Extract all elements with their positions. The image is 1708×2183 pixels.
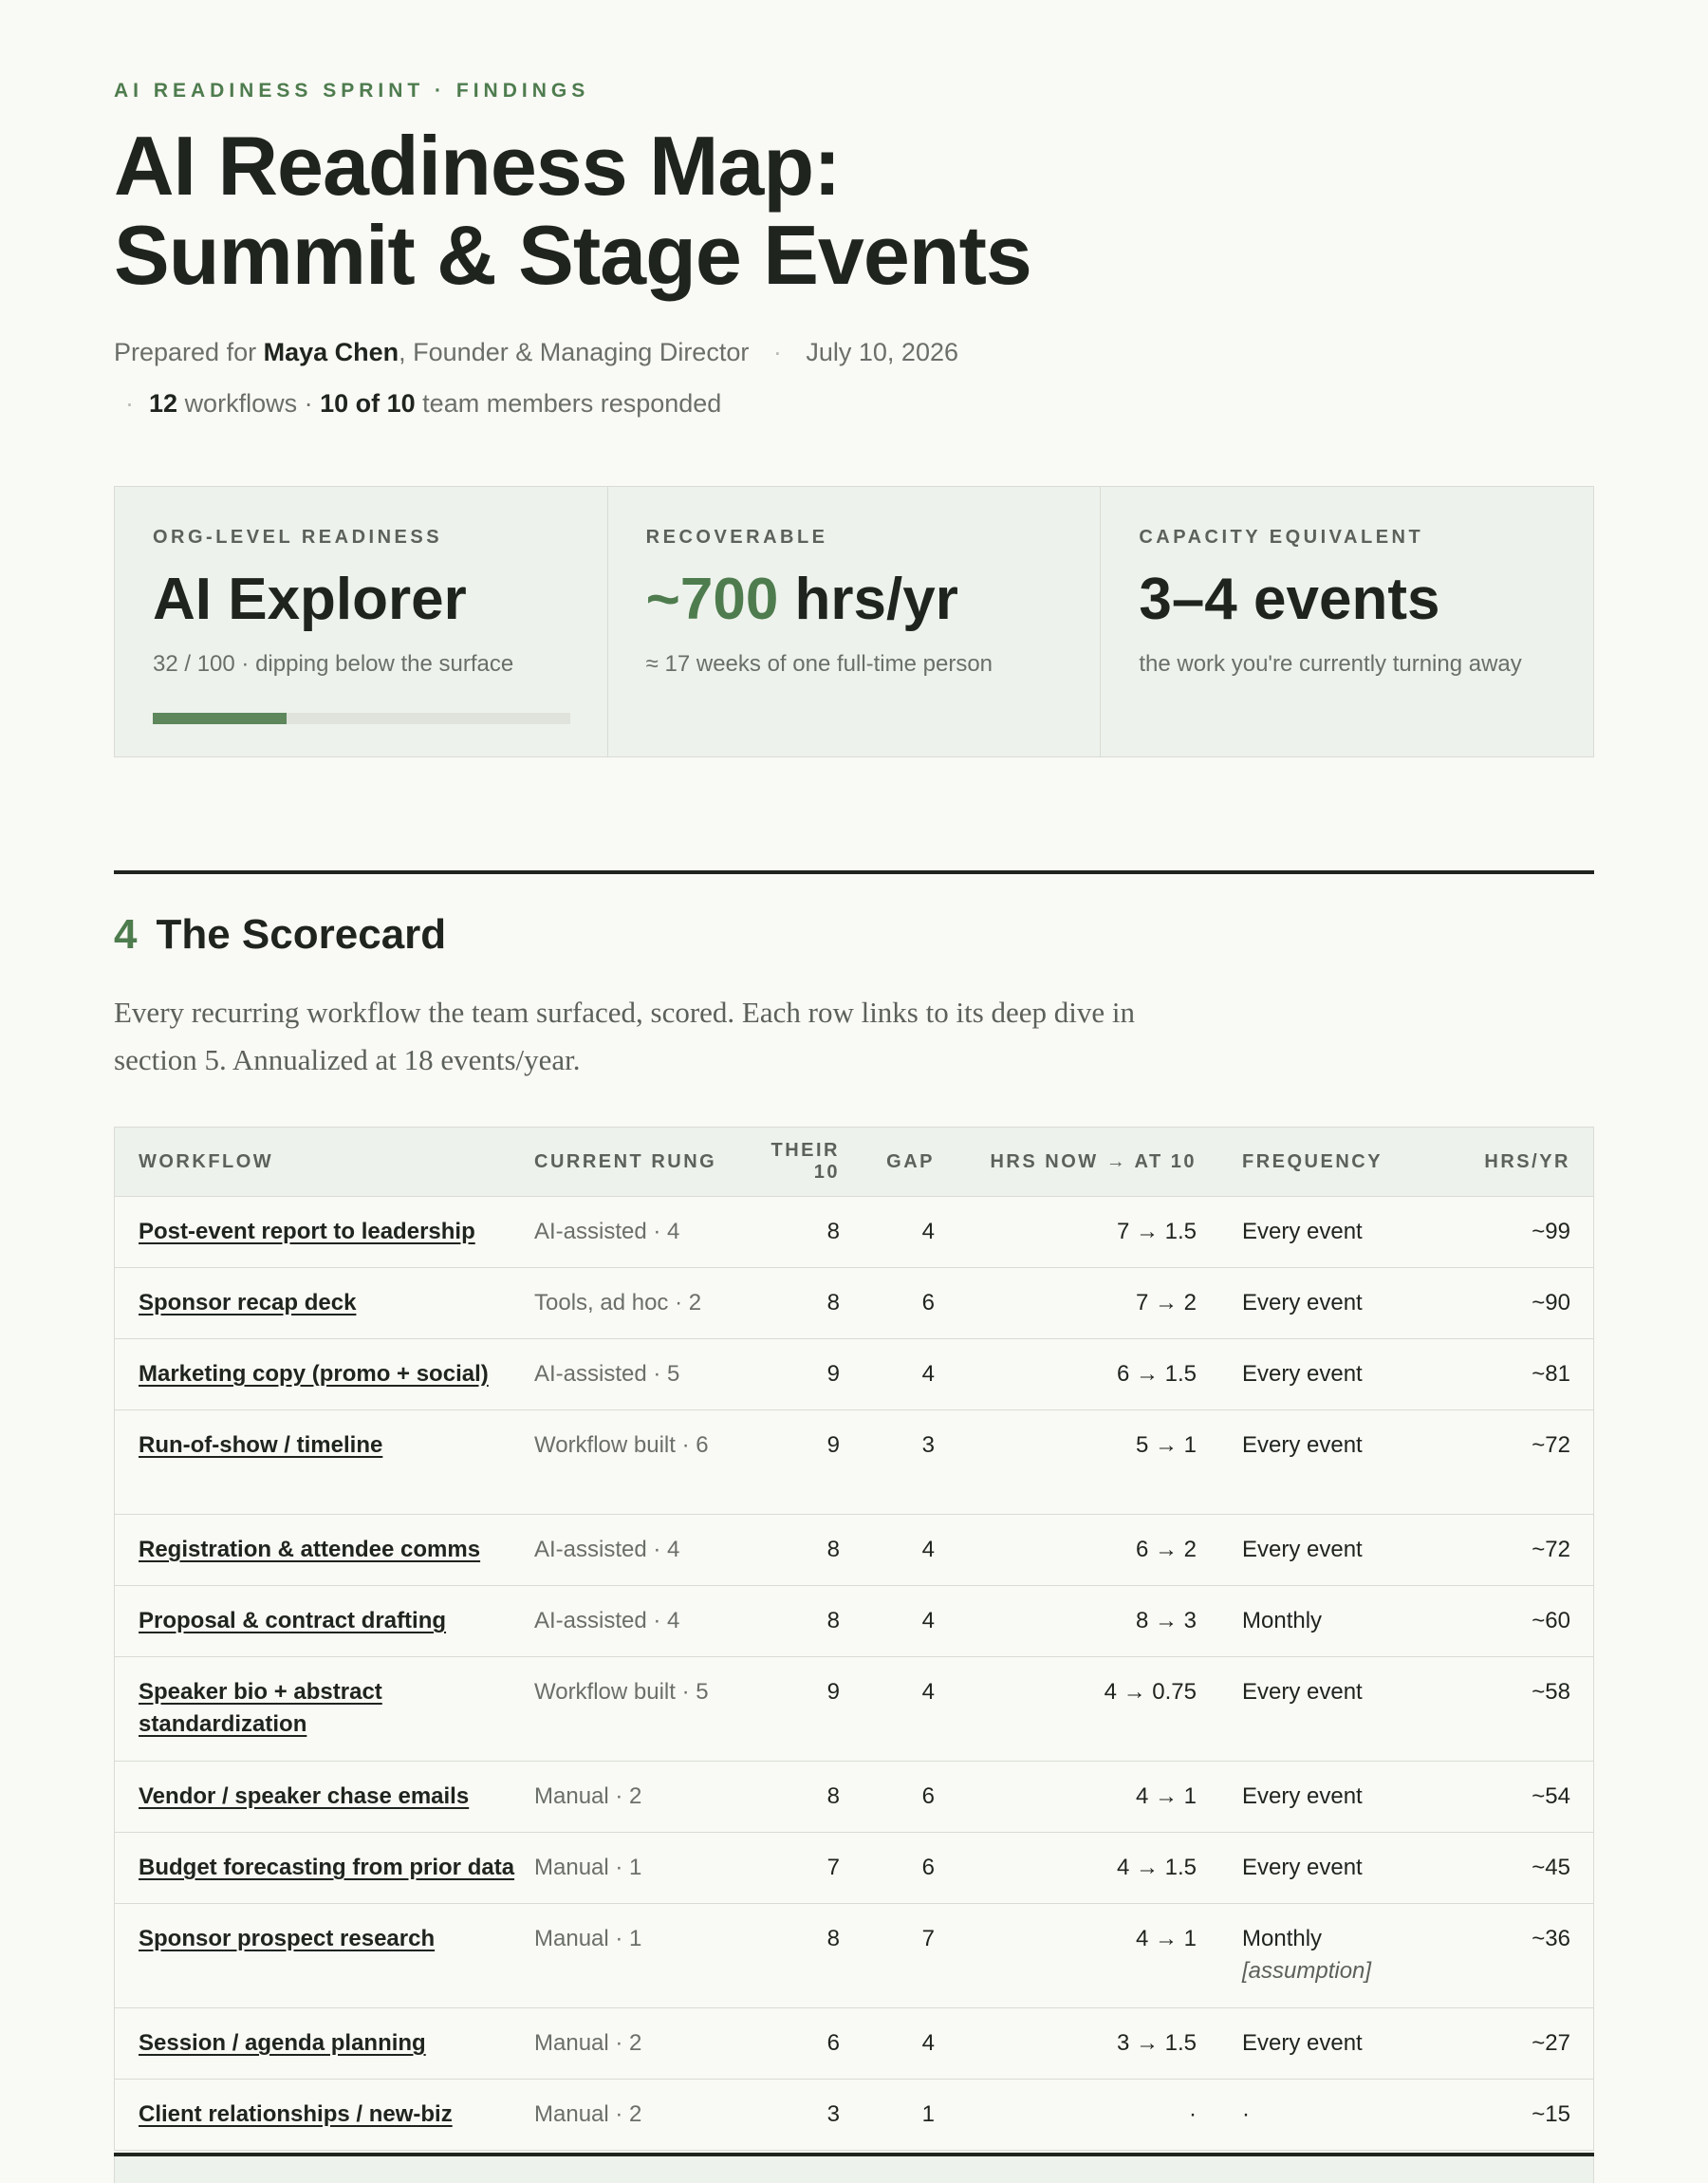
prepared-for-label: Prepared for: [114, 338, 257, 366]
kpi-label: CAPACITY EQUIVALENT: [1139, 527, 1424, 548]
their10-cell: 6: [826, 2030, 840, 2056]
frequency-value: Every event: [1242, 1361, 1363, 1387]
table-row: [115, 1586, 1593, 1657]
client-role: , Founder & Managing Director: [399, 338, 750, 366]
rung-cell: Manual · 2: [534, 2030, 642, 2056]
frequency-value: Every event: [1242, 1855, 1363, 1880]
rung-cell: Manual · 2: [534, 2101, 642, 2127]
workflow-cell: [115, 1429, 534, 1499]
hrs-yr-cell: ~99: [1532, 1219, 1570, 1244]
table-row: [115, 1410, 1593, 1515]
workflow-link[interactable]: Sponsor prospect research: [139, 1926, 436, 1951]
table-row: [115, 2080, 1593, 2151]
workflow-link[interactable]: Proposal & contract drafting: [139, 1608, 447, 1633]
hours-cell: 7 → 2: [1135, 1290, 1197, 1315]
rung-cell: Manual · 1: [534, 1926, 642, 1951]
kpi-value-accent: ~700: [645, 567, 779, 632]
frequency-value: Monthly: [1242, 1608, 1323, 1633]
workflow-cell: [115, 1676, 534, 1745]
kpi-sub: ≈ 17 weeks of one full-time person: [645, 651, 993, 677]
prepared-for: [114, 338, 958, 367]
gap-cell: 4: [921, 1537, 935, 1562]
rung-cell: AI-assisted · 4: [534, 1219, 680, 1244]
workflow-cell: [115, 1287, 534, 1323]
table-row: [115, 1515, 1593, 1586]
column-header-rung: CURRENT RUNG: [534, 1150, 717, 1172]
workflow-cell: [115, 2027, 534, 2063]
section-title: The Scorecard: [156, 911, 447, 958]
gap-cell: 4: [921, 1679, 935, 1705]
frequency-cell: [1206, 1852, 1405, 1888]
column-header-gap: GAP: [886, 1150, 935, 1172]
workflow-cell: [115, 1534, 534, 1570]
frequency-cell: [1206, 1534, 1405, 1570]
workflow-cell: [115, 1358, 534, 1394]
hrs-yr-cell: ~27: [1532, 2030, 1570, 2056]
section-heading: [114, 911, 446, 959]
table-row: [115, 2008, 1593, 2080]
response-summary: [114, 389, 721, 419]
column-header-frequency: FREQUENCY: [1242, 1150, 1383, 1172]
hrs-yr-cell: ~15: [1532, 2101, 1570, 2127]
gap-cell: 4: [921, 1608, 935, 1633]
hours-cell: 6 → 1.5: [1116, 1361, 1197, 1387]
rung-cell: AI-assisted · 4: [534, 1537, 680, 1562]
hours-cell: 7 → 1.5: [1116, 1219, 1197, 1244]
their10-cell: 8: [826, 1290, 840, 1315]
rung-cell: AI-assisted · 5: [534, 1361, 680, 1387]
frequency-cell: [1206, 1287, 1405, 1323]
kpi-value: 3–4 events: [1139, 567, 1440, 632]
column-header-hrs-yr: HRS/YR: [1484, 1150, 1570, 1172]
kpi-capacity: [1101, 487, 1593, 756]
workflow-link[interactable]: Marketing copy (promo + social): [139, 1361, 489, 1387]
table-row: [115, 1339, 1593, 1410]
frequency-cell: [1206, 1781, 1405, 1817]
table-row: [115, 1904, 1593, 2008]
table-row: [115, 1197, 1593, 1268]
frequency-cell: [1206, 1605, 1405, 1641]
gap-cell: 4: [921, 1361, 935, 1387]
table-body: [115, 1197, 1593, 2151]
workflow-cell: [115, 1605, 534, 1641]
workflow-cell: [115, 2099, 534, 2135]
gap-cell: 1: [921, 2101, 935, 2127]
table-row: [115, 1657, 1593, 1762]
hrs-yr-cell: ~45: [1532, 1855, 1570, 1880]
their10-cell: 9: [826, 1361, 840, 1387]
workflow-link[interactable]: Vendor / speaker chase emails: [139, 1783, 470, 1809]
their10-cell: 8: [826, 1537, 840, 1562]
workflow-link[interactable]: Run-of-show / timeline: [139, 1432, 383, 1458]
frequency-note: [assumption]: [1242, 1958, 1372, 1984]
their10-cell: 8: [826, 1608, 840, 1633]
kpi-sub: 32 / 100 · dipping below the surface: [153, 651, 514, 677]
section-lede: Every recurring workflow the team surfaced, scored. Each row links to its deep dive in section 5. Annualized at 18 events/year.: [114, 996, 1136, 1076]
rung-cell: Workflow built · 5: [534, 1679, 709, 1705]
workflow-cell: [115, 1923, 534, 1992]
column-header-hours: HRS NOW → AT 10: [990, 1150, 1197, 1172]
table-footer: [114, 2156, 1594, 2183]
kpi-value: [646, 566, 1063, 634]
frequency-cell: [1206, 2027, 1405, 2063]
workflow-link[interactable]: Budget forecasting from prior data: [139, 1855, 515, 1880]
frequency-value: Every event: [1242, 1679, 1363, 1705]
hours-cell: 4 → 1: [1135, 1783, 1197, 1809]
scorecard-table: [114, 1127, 1594, 2151]
gap-cell: 6: [921, 1855, 935, 1880]
gap-cell: 4: [921, 1219, 935, 1244]
hours-cell: 4 → 1: [1135, 1926, 1197, 1951]
their10-cell: 7: [826, 1855, 840, 1880]
hrs-yr-cell: ~54: [1532, 1783, 1570, 1809]
gap-cell: 6: [921, 1290, 935, 1315]
rung-cell: AI-assisted · 4: [534, 1608, 680, 1633]
title-line-1: AI Readiness Map:: [114, 119, 841, 213]
workflow-cell: [115, 1781, 534, 1817]
workflow-link[interactable]: Speaker bio + abstract standardization: [139, 1679, 382, 1737]
hours-cell: 5 → 1: [1135, 1432, 1197, 1458]
frequency-value: Every event: [1242, 1432, 1363, 1458]
workflow-link[interactable]: Client relationships / new-biz: [139, 2101, 453, 2127]
frequency-value: Every event: [1242, 1537, 1363, 1562]
rung-cell: Manual · 1: [534, 1855, 642, 1880]
hrs-yr-cell: ~81: [1532, 1361, 1570, 1387]
rung-cell: Tools, ad hoc · 2: [534, 1290, 702, 1315]
gap-cell: 7: [921, 1926, 935, 1951]
hrs-yr-cell: ~36: [1532, 1926, 1570, 1951]
hours-cell: 4 → 0.75: [1104, 1679, 1197, 1705]
frequency-cell: [1206, 1923, 1405, 1992]
frequency-value: Every event: [1242, 1290, 1363, 1315]
frequency-cell: [1206, 2099, 1405, 2135]
kpi-recoverable: [608, 487, 1102, 756]
hrs-yr-cell: ~72: [1532, 1432, 1570, 1458]
workflow-link[interactable]: Post-event report to leadership: [139, 1219, 475, 1244]
section-divider: [114, 870, 1594, 874]
frequency-cell: [1206, 1358, 1405, 1394]
separator-dot: ·: [125, 389, 134, 418]
frequency-cell: [1206, 1216, 1405, 1252]
section-number: 4: [114, 911, 138, 958]
workflows-count: 12: [149, 389, 178, 418]
kpi-label: RECOVERABLE: [645, 527, 828, 548]
table-row: [115, 1762, 1593, 1833]
workflow-link[interactable]: Sponsor recap deck: [139, 1290, 357, 1315]
separator-dot: ·: [772, 338, 782, 366]
hrs-yr-cell: ~60: [1532, 1608, 1570, 1633]
their10-cell: 8: [826, 1219, 840, 1244]
hours-cell: 8 → 3: [1135, 1608, 1197, 1633]
gap-cell: 6: [921, 1783, 935, 1809]
workflow-link[interactable]: Session / agenda planning: [139, 2030, 426, 2056]
readiness-progress-fill: [153, 713, 287, 724]
table-row: [115, 1833, 1593, 1904]
readiness-progress-bar: [153, 713, 570, 724]
kpi-sub: the work you're currently turning away: [1139, 651, 1522, 677]
kpi-value-unit: hrs/yr: [778, 567, 958, 632]
their10-cell: 8: [826, 1926, 840, 1951]
their10-cell: 9: [826, 1679, 840, 1705]
responses-count: 10 of 10: [320, 389, 416, 418]
workflow-cell: [115, 1852, 534, 1888]
hrs-yr-cell: ~72: [1532, 1537, 1570, 1562]
column-header-their10: THEIR 10: [770, 1140, 840, 1183]
workflows-label: workflows ·: [184, 389, 313, 418]
frequency-cell: [1206, 1429, 1405, 1499]
gap-cell: 4: [921, 2030, 935, 2056]
workflow-link[interactable]: Registration & attendee comms: [139, 1537, 481, 1562]
rung-cell: Manual · 2: [534, 1783, 642, 1809]
frequency-value: Every event: [1242, 1219, 1363, 1244]
frequency-value: Monthly: [1242, 1926, 1323, 1951]
their10-cell: 3: [826, 2101, 840, 2127]
table-header: [115, 1128, 1593, 1197]
their10-cell: 9: [826, 1432, 840, 1458]
hours-cell: 4 → 1.5: [1116, 1855, 1197, 1880]
hours-cell: 3 → 1.5: [1116, 2030, 1197, 2056]
workflow-cell: [115, 1216, 534, 1252]
column-header-workflow: WORKFLOW: [139, 1150, 274, 1172]
kpi-panel: [114, 486, 1594, 757]
kpi-value: AI Explorer: [153, 567, 467, 632]
hrs-yr-cell: ~58: [1532, 1679, 1570, 1705]
kpi-label: ORG-LEVEL READINESS: [153, 527, 443, 548]
report-date: July 10, 2026: [806, 338, 958, 366]
client-name: Maya Chen: [263, 338, 399, 366]
hours-cell: 6 → 2: [1135, 1537, 1197, 1562]
eyebrow: AI READINESS SPRINT · FINDINGS: [114, 80, 590, 102]
page-title: [114, 121, 1347, 300]
title-line-2: Summit & Stage Events: [114, 208, 1031, 302]
their10-cell: 8: [826, 1783, 840, 1809]
frequency-cell: [1206, 1676, 1405, 1745]
frequency-value: Every event: [1242, 1783, 1363, 1809]
hours-cell: ·: [1189, 2101, 1197, 2127]
gap-cell: 3: [921, 1432, 935, 1458]
table-row: [115, 1268, 1593, 1339]
rung-cell: Workflow built · 6: [534, 1432, 709, 1458]
kpi-readiness: [115, 487, 608, 756]
frequency-value: Every event: [1242, 2030, 1363, 2056]
hrs-yr-cell: ~90: [1532, 1290, 1570, 1315]
frequency-value: ·: [1242, 2101, 1250, 2127]
responses-label: team members responded: [422, 389, 722, 418]
